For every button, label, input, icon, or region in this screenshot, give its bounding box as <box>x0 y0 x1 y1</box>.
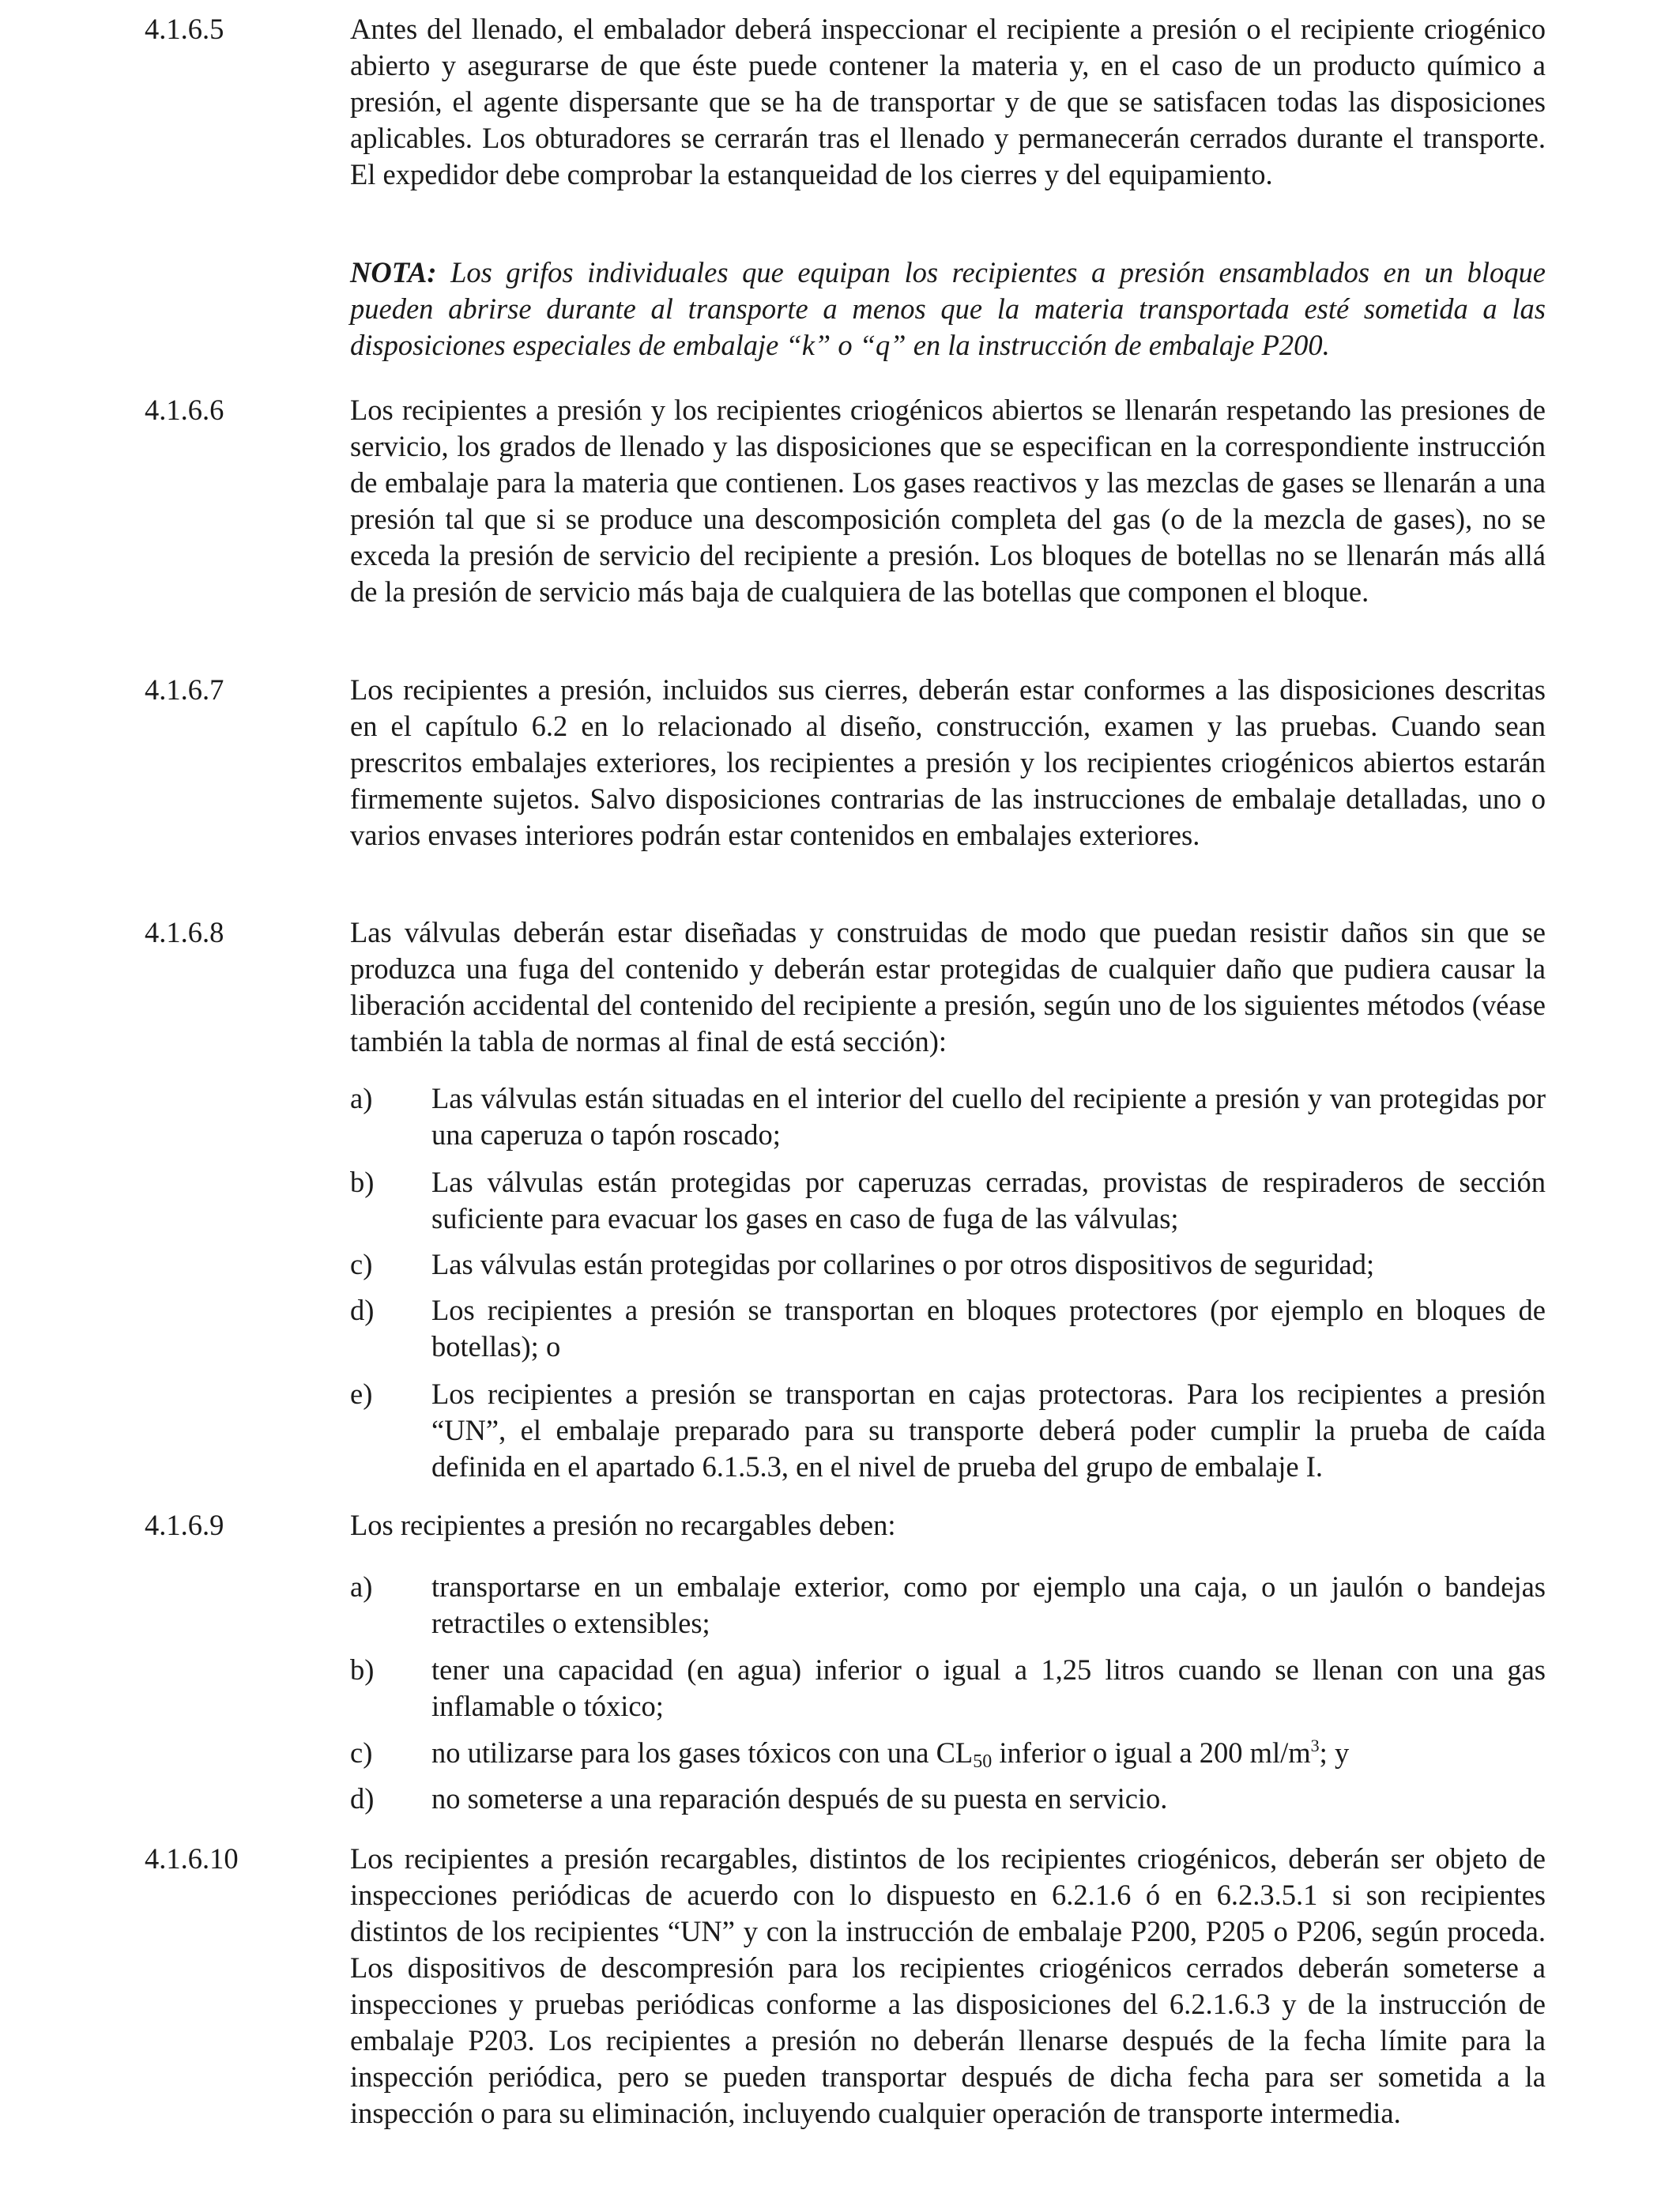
text-run: inferior o igual a 200 ml/m <box>992 1736 1311 1769</box>
list-item-text: tener una capacidad (en agua) inferior o igual a 1,25 litros cuando se llenan con una gas inflamable o tóxico; <box>431 1653 1546 1722</box>
list-item-label: d) <box>350 1294 375 1326</box>
list-item-label: c) <box>350 1248 373 1280</box>
section-number: 4.1.6.8 <box>145 916 224 948</box>
list-item-label: e) <box>350 1378 373 1410</box>
list-item-label: a) <box>350 1082 373 1114</box>
section-number: 4.1.6.6 <box>145 394 224 426</box>
list-item-text: Los recipientes a presión se transportan en cajas protectoras. Para los recipientes a presión “UN”, el embalaje preparado para su transporte deberá poder cumplir la prueba de caída definida en el apartado 6.1.5.3, en el nivel de prueba del grupo de embalaje I. <box>431 1378 1546 1483</box>
note-label: NOTA: <box>350 256 437 288</box>
note-text: Los grifos individuales que equipan los recipientes a presión ensamblados en un bloque pueden abrirse durante al transporte a menos que la materia transportada esté sometida a las disposiciones especiales de embalaje “k” o “q” en la instrucción de embalaje P200. <box>350 256 1546 361</box>
list-item-text: no someterse a una reparación después de su puesta en servicio. <box>431 1782 1168 1815</box>
section-paragraph: Los recipientes a presión, incluidos sus cierres, deberán estar conformes a las disposiciones descritas en el capítulo 6.2 en lo relacionado al diseño, construcción, examen y las pruebas. Cuando sean prescritos embalajes exteriores, los recipientes a presión y los recipientes criogénicos abiertos estarán firmemente sujetos. Salvo disposiciones contrarias de las instrucciones de embalaje detalladas, uno o varios envases interiores podrán estar contenidos en embalajes exteriores. <box>350 673 1546 851</box>
list-item-text: Las válvulas están protegidas por collarines o por otros dispositivos de seguridad; <box>431 1248 1375 1280</box>
text-run: no utilizarse para los gases tóxicos con una CL <box>431 1736 974 1769</box>
section-paragraph: Los recipientes a presión y los recipientes criogénicos abiertos se llenarán respetando las presiones de servicio, los grados de llenado y las disposiciones que se especifican en la correspondiente instrucción de embalaje para la materia que contienen. Los gases reactivos y las mezclas de gases se llenarán a una presión tal que si se produce una descomposición completa del gas (o de la mezcla de gases), no se exceda la presión de servicio del recipiente a presión. Los bloques de botellas no se llenarán más allá de la presión de servicio más baja de cualquiera de las botellas que componen el bloque. <box>350 394 1546 608</box>
list-item-text: Los recipientes a presión se transportan en bloques protectores (por ejemplo en bloques de botellas); o <box>431 1294 1546 1363</box>
list-item-text <box>431 1735 1546 1771</box>
section-number: 4.1.6.5 <box>145 13 224 45</box>
list-item-label: a) <box>350 1570 373 1603</box>
list-item-label: b) <box>350 1166 375 1198</box>
list-item-text: Las válvulas están situadas en el interior del cuello del recipiente a presión y van protegidas por una caperuza o tapón roscado; <box>431 1082 1546 1151</box>
section-paragraph: Los recipientes a presión no recargables deben: <box>350 1509 896 1541</box>
section-paragraph: Las válvulas deberán estar diseñadas y construidas de modo que puedan resistir daños sin que se produzca una fuga del contenido y deberán estar protegidas de cualquier daño que pudiera causar la liberación accidental del contenido del recipiente a presión, según uno de los siguientes métodos (véase también la tabla de normas al final de está sección): <box>350 916 1546 1057</box>
superscript: 3 <box>1310 1736 1320 1755</box>
section-number: 4.1.6.10 <box>145 1842 239 1875</box>
section-paragraph: Antes del llenado, el embalador deberá inspeccionar el recipiente a presión o el recipiente criogénico abierto y asegurarse de que éste puede contener la materia y, en el caso de un producto químico a presión, el agente dispersante que se ha de transportar y de que se satisfacen todas las disposiciones aplicables. Los obturadores se cerrarán tras el llenado y permanecerán cerrados durante el transporte. El expedidor debe comprobar la estanqueidad de los cierres y del equipamiento. <box>350 13 1546 190</box>
list-item-text: transportarse en un embalaje exterior, como por ejemplo una caja, o un jaulón o bandejas retractiles o extensibles; <box>431 1570 1546 1639</box>
text-run: ; y <box>1319 1736 1350 1769</box>
list-item-text: Las válvulas están protegidas por caperuzas cerradas, provistas de respiraderos de sección suficiente para evacuar los gases en caso de fuga de las válvulas; <box>431 1166 1546 1235</box>
section-paragraph: Los recipientes a presión recargables, distintos de los recipientes criogénicos, deberán ser objeto de inspecciones periódicas de acuerdo con lo dispuesto en 6.2.1.6 ó en 6.2.3.5.1 si son recipientes distintos de los recipientes “UN” y con la instrucción de embalaje P200, P205 o P206, según proceda. Los dispositivos de descompresión para los recipientes criogénicos cerrados deberán someterse a inspecciones y pruebas periódicas conforme a las disposiciones del 6.2.1.6.3 y de la instrucción de embalaje P203. Los recipientes a presión no deberán llenarse después de la fecha límite para la inspección periódica, pero se pueden transportar después de dicha fecha para ser sometida a la inspección o para su eliminación, incluyendo cualquier operación de transporte intermedia. <box>350 1842 1546 2129</box>
section-number: 4.1.6.9 <box>145 1509 224 1541</box>
subscript: 50 <box>973 1751 993 1772</box>
list-item-label: d) <box>350 1782 375 1815</box>
list-item-label: c) <box>350 1736 373 1769</box>
list-item-label: b) <box>350 1653 375 1686</box>
section-number: 4.1.6.7 <box>145 673 224 706</box>
note <box>350 254 1546 364</box>
